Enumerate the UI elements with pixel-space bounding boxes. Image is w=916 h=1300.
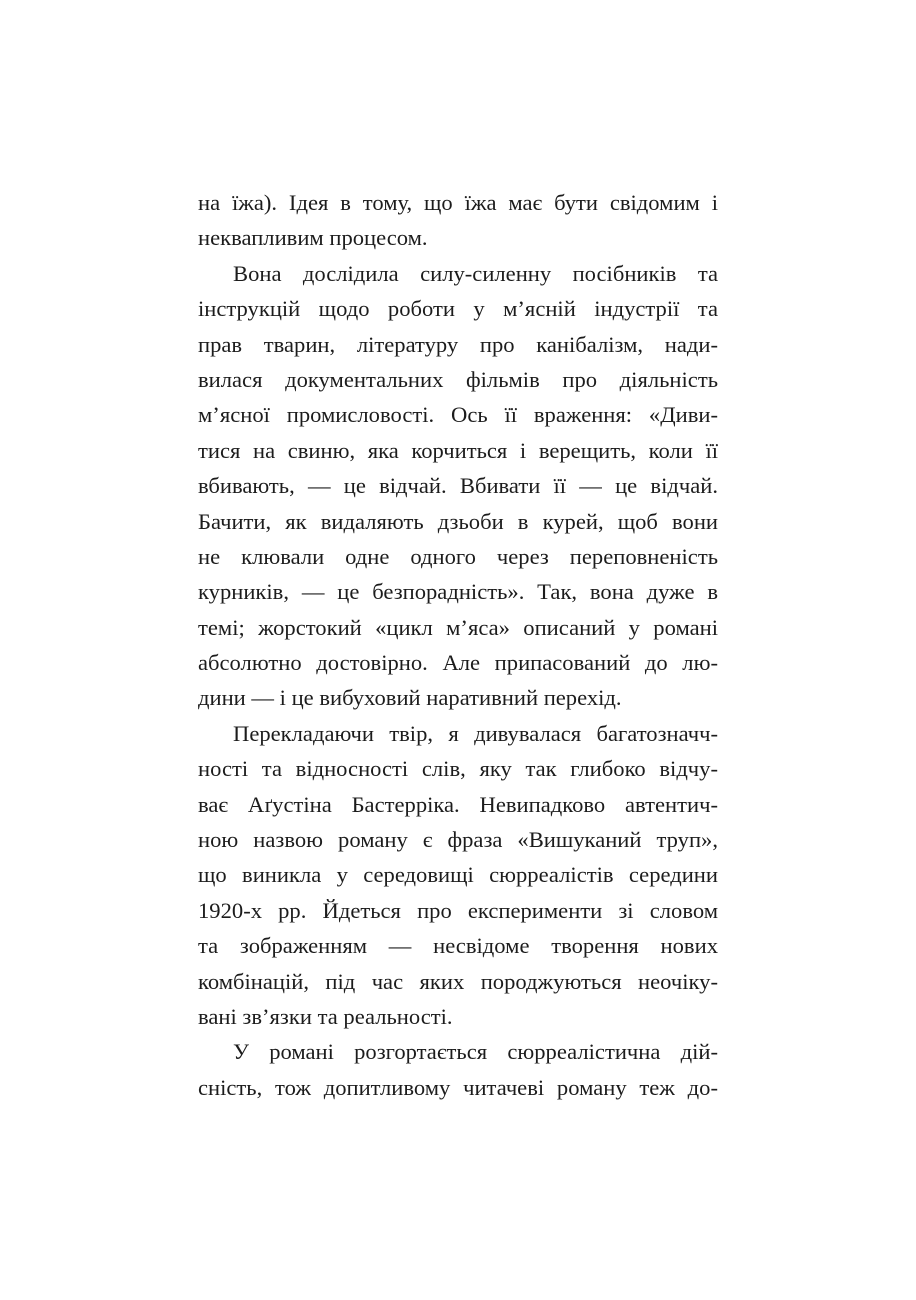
text-line: не клювали одне одного через переповненість [198,543,718,569]
text-line: курників, — це безпорадність». Так, вона дуже в [198,579,718,605]
text-line: прав тварин, літературу про канібалізм, нади- [198,331,718,357]
text-line: м’ясної промисловості. Ось її враження: «Диви- [198,402,718,428]
text-line: тися на свиню, яка корчиться і верещить, коли її [198,437,718,463]
paragraph-4 [198,1034,718,1105]
text-line: ності та відносності слів, яку так глибоко відчу- [198,756,718,782]
text-line: Перекладаючи твір, я дивувалася багатозначч- [233,720,718,746]
paragraph-2 [198,256,718,716]
text-line: вбивають, — це відчай. Вбивати її — це відчай. [198,473,718,499]
text-line: ває Аґустіна Бастерріка. Невипадково автентич- [198,791,718,817]
text-line: дини — і це вибуховий наративний перехід. [198,685,622,711]
paragraph-3 [198,716,718,1035]
text-line: абсолютно достовірно. Але припасований до лю- [198,650,718,676]
text-line: Вона дослідила силу-силенну посібників та [233,260,718,286]
text-line: інструкцій щодо роботи у м’ясній індустрії та [198,296,718,322]
text-line: на їжа). Ідея в тому, що їжа має бути свідомим і [198,190,718,215]
text-line: темі; жорстокий «цикл м’яса» описаний у романі [198,614,718,640]
text-line: та зображенням — несвідоме творення нових [198,933,718,959]
text-line: У романі розгортається сюрреалістична дій- [233,1039,718,1065]
text-line: Бачити, як видаляють дзьоби в курей, щоб вони [198,508,718,534]
text-line: що виникла у середовищі сюрреалістів середини [198,862,718,888]
text-line: 1920-х рр. Йдеться про експерименти зі словом [198,897,718,923]
text-line: ною назвою роману є фраза «Вишуканий труп», [198,827,718,853]
paragraph-1 [198,185,718,256]
text-line: неквапливим процесом. [198,225,428,251]
text-line: комбінацій, під час яких породжуються неочіку- [198,968,718,994]
text-line: вилася документальних фільмів про діяльність [198,366,718,392]
body-text [198,185,718,1105]
text-line: вані зв’язки та реальності. [198,1003,453,1029]
text-line: сність, тож допитливому читачеві роману теж до- [198,1074,718,1100]
